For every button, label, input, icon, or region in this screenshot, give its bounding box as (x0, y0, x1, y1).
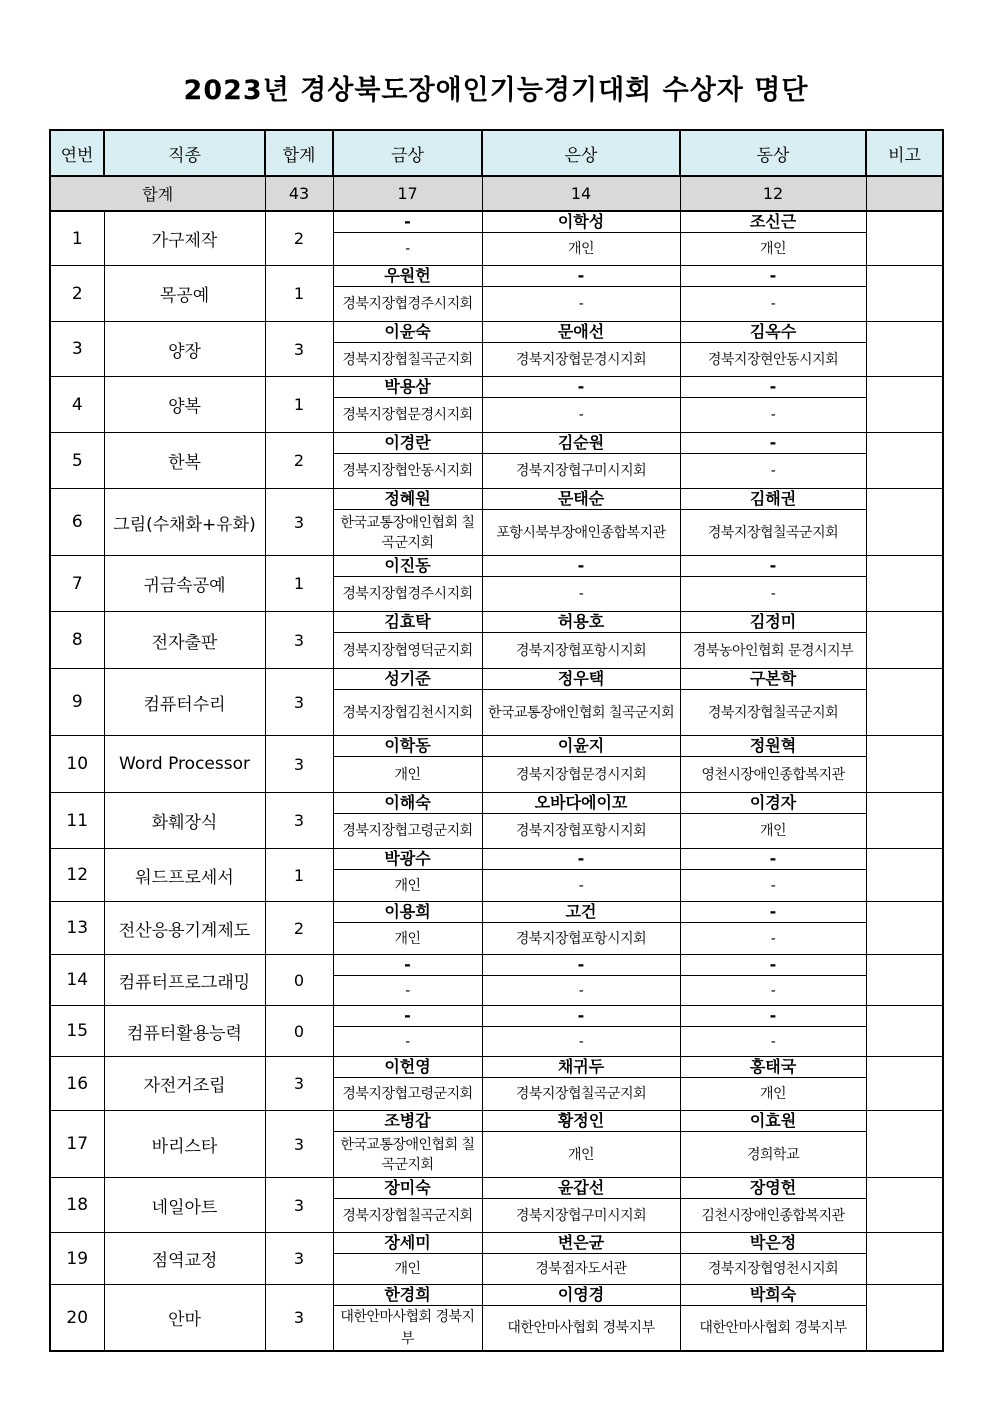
award-row (50, 1233, 943, 1254)
bronze-winner-name: 김해권 (680, 489, 866, 510)
row-note (866, 669, 943, 736)
gold-winner-name: 우원헌 (333, 266, 482, 287)
gold-winner-name: 이진동 (333, 556, 482, 577)
header-sum: 합계 (265, 130, 333, 176)
row-note (866, 1233, 943, 1285)
awardee-table (49, 129, 944, 1352)
bronze-winner-org: 개인 (680, 814, 866, 849)
bronze-winner-org: - (680, 923, 866, 955)
silver-winner-org: 개인 (482, 233, 680, 266)
row-note (866, 322, 943, 377)
silver-winner-org: 경북지장협구미시지회 (482, 1199, 680, 1233)
bronze-winner-name: 박은정 (680, 1233, 866, 1254)
bronze-winner-name: - (680, 433, 866, 454)
job-name: 자전거조립 (104, 1057, 265, 1111)
row-sum: 2 (265, 433, 333, 489)
bronze-winner-name: - (680, 266, 866, 287)
silver-winner-name: 문애선 (482, 322, 680, 343)
bronze-winner-name: - (680, 955, 866, 976)
silver-winner-name: - (482, 556, 680, 577)
row-note (866, 1285, 943, 1352)
row-number: 12 (50, 849, 104, 902)
bronze-winner-name: 조신근 (680, 211, 866, 233)
row-sum: 1 (265, 266, 333, 322)
award-row (50, 902, 943, 923)
row-sum: 0 (265, 1006, 333, 1057)
row-sum: 3 (265, 612, 333, 669)
job-name: 전산응용기계제도 (104, 902, 265, 955)
gold-winner-org: 경북지장협김천시지회 (333, 690, 482, 736)
bronze-winner-name: 이효원 (680, 1111, 866, 1132)
silver-winner-org: 경북지장협포항시지회 (482, 633, 680, 669)
gold-winner-org: 개인 (333, 923, 482, 955)
row-number: 11 (50, 793, 104, 849)
row-number: 7 (50, 556, 104, 612)
job-name: 그림(수채화+유화) (104, 489, 265, 556)
row-sum: 3 (265, 736, 333, 793)
bronze-winner-org: 경북지장현안동시지회 (680, 343, 866, 377)
row-sum: 3 (265, 489, 333, 556)
bronze-winner-org: 경북농아인협회 문경시지부 (680, 633, 866, 669)
silver-winner-org: - (482, 398, 680, 433)
award-row (50, 433, 943, 454)
bronze-winner-name: 정원혁 (680, 736, 866, 757)
silver-winner-name: 오바다에이꼬 (482, 793, 680, 814)
gold-winner-name: 이윤숙 (333, 322, 482, 343)
row-note (866, 211, 943, 266)
header-no: 연번 (50, 130, 104, 176)
award-row (50, 266, 943, 287)
total-gold: 17 (333, 176, 482, 211)
silver-winner-name: 김순원 (482, 433, 680, 454)
silver-winner-name: - (482, 266, 680, 287)
header-bronze: 동상 (680, 130, 866, 176)
row-sum: 1 (265, 556, 333, 612)
award-row (50, 377, 943, 398)
bronze-winner-name: 홍태국 (680, 1057, 866, 1078)
gold-winner-name: 이해숙 (333, 793, 482, 814)
gold-winner-org: 경북지장협문경시지회 (333, 398, 482, 433)
row-sum: 1 (265, 849, 333, 902)
row-sum: 3 (265, 1233, 333, 1285)
bronze-winner-org: 개인 (680, 233, 866, 266)
award-row (50, 211, 943, 233)
row-note (866, 1178, 943, 1233)
gold-winner-name: 김효탁 (333, 612, 482, 633)
gold-winner-org: 한국교통장애인협회 칠곡군지회 (333, 510, 482, 556)
row-number: 13 (50, 902, 104, 955)
row-number: 4 (50, 377, 104, 433)
bronze-winner-name: 구본학 (680, 669, 866, 690)
silver-winner-name: - (482, 377, 680, 398)
silver-winner-name: 문태순 (482, 489, 680, 510)
row-number: 18 (50, 1178, 104, 1233)
job-name: 양복 (104, 377, 265, 433)
gold-winner-org: 경북지장협경주시지회 (333, 287, 482, 322)
gold-winner-name: 정혜원 (333, 489, 482, 510)
job-name: 컴퓨터활용능력 (104, 1006, 265, 1057)
row-note (866, 1111, 943, 1178)
bronze-winner-org: 경북지장협칠곡군지회 (680, 690, 866, 736)
silver-winner-org: 경북지장협문경시지회 (482, 757, 680, 793)
total-bronze: 12 (680, 176, 866, 211)
gold-winner-org: 경북지장협칠곡군지회 (333, 1199, 482, 1233)
row-note (866, 433, 943, 489)
row-note (866, 556, 943, 612)
award-row (50, 955, 943, 976)
award-row (50, 1178, 943, 1199)
silver-winner-name: - (482, 849, 680, 870)
silver-winner-name: - (482, 955, 680, 976)
bronze-winner-org: 영천시장애인종합복지관 (680, 757, 866, 793)
job-name: 양장 (104, 322, 265, 377)
job-name: Word Processor (104, 736, 265, 793)
silver-winner-name: 허용호 (482, 612, 680, 633)
silver-winner-name: 이윤지 (482, 736, 680, 757)
row-sum: 3 (265, 1285, 333, 1352)
gold-winner-org: 대한안마사협회 경북지부 (333, 1306, 482, 1352)
bronze-winner-name: - (680, 902, 866, 923)
award-row (50, 489, 943, 510)
gold-winner-name: 성기준 (333, 669, 482, 690)
row-note (866, 736, 943, 793)
header-silver: 은상 (482, 130, 680, 176)
silver-winner-org: 개인 (482, 1132, 680, 1178)
gold-winner-org: 한국교통장애인협회 칠곡군지회 (333, 1132, 482, 1178)
gold-winner-name: 이헌영 (333, 1057, 482, 1078)
row-sum: 1 (265, 377, 333, 433)
bronze-winner-name: 이경자 (680, 793, 866, 814)
silver-winner-name: 윤갑선 (482, 1178, 680, 1199)
row-note (866, 266, 943, 322)
award-row (50, 322, 943, 343)
row-sum: 3 (265, 793, 333, 849)
gold-winner-name: 박용삼 (333, 377, 482, 398)
gold-winner-name: - (333, 211, 482, 233)
total-row (50, 176, 943, 211)
gold-winner-name: 조병갑 (333, 1111, 482, 1132)
row-note (866, 849, 943, 902)
bronze-winner-name: - (680, 556, 866, 577)
total-note (866, 176, 943, 211)
award-row (50, 793, 943, 814)
silver-winner-org: - (482, 976, 680, 1006)
row-number: 9 (50, 669, 104, 736)
row-number: 6 (50, 489, 104, 556)
silver-winner-name: 채귀두 (482, 1057, 680, 1078)
row-number: 19 (50, 1233, 104, 1285)
gold-winner-org: 개인 (333, 1254, 482, 1285)
silver-winner-org: 경북지장협포항시지회 (482, 814, 680, 849)
page-title: 2023년 경상북도장애인기능경기대회 수상자 명단 (183, 75, 809, 106)
bronze-winner-org: - (680, 398, 866, 433)
award-row (50, 1111, 943, 1132)
gold-winner-name: - (333, 1006, 482, 1027)
gold-winner-org: 경북지장협안동시지회 (333, 454, 482, 489)
header-row (50, 130, 943, 176)
gold-winner-org: 경북지장협고령군지회 (333, 1078, 482, 1111)
bronze-winner-org: 경북지장협칠곡군지회 (680, 510, 866, 556)
gold-winner-org: 경북지장협칠곡군지회 (333, 343, 482, 377)
row-note (866, 612, 943, 669)
row-note (866, 902, 943, 955)
silver-winner-name: 이학성 (482, 211, 680, 233)
job-name: 목공예 (104, 266, 265, 322)
job-name: 전자출판 (104, 612, 265, 669)
award-row (50, 736, 943, 757)
gold-winner-name: 장세미 (333, 1233, 482, 1254)
bronze-winner-org: - (680, 577, 866, 612)
gold-winner-org: - (333, 1027, 482, 1057)
bronze-winner-name: - (680, 1006, 866, 1027)
award-row (50, 1057, 943, 1078)
job-name: 컴퓨터수리 (104, 669, 265, 736)
bronze-winner-org: 개인 (680, 1078, 866, 1111)
silver-winner-org: 대한안마사협회 경북지부 (482, 1306, 680, 1352)
header-note: 비고 (866, 130, 943, 176)
gold-winner-name: 한경희 (333, 1285, 482, 1306)
bronze-winner-org: - (680, 287, 866, 322)
row-note (866, 377, 943, 433)
award-row (50, 1006, 943, 1027)
bronze-winner-org: - (680, 454, 866, 489)
silver-winner-org: 경북점자도서관 (482, 1254, 680, 1285)
row-number: 15 (50, 1006, 104, 1057)
row-number: 16 (50, 1057, 104, 1111)
row-number: 14 (50, 955, 104, 1006)
row-number: 20 (50, 1285, 104, 1352)
silver-winner-name: 변은균 (482, 1233, 680, 1254)
bronze-winner-name: 장영헌 (680, 1178, 866, 1199)
row-sum: 3 (265, 1111, 333, 1178)
bronze-winner-name: 김옥수 (680, 322, 866, 343)
job-name: 화훼장식 (104, 793, 265, 849)
award-row (50, 612, 943, 633)
silver-winner-org: - (482, 1027, 680, 1057)
bronze-winner-org: 경희학교 (680, 1132, 866, 1178)
row-note (866, 793, 943, 849)
silver-winner-org: 포항시북부장애인종합복지관 (482, 510, 680, 556)
bronze-winner-org: 대한안마사협회 경북지부 (680, 1306, 866, 1352)
silver-winner-org: 경북지장협칠곡군지회 (482, 1078, 680, 1111)
silver-winner-org: 경북지장협구미시지회 (482, 454, 680, 489)
gold-winner-name: - (333, 955, 482, 976)
gold-winner-org: - (333, 976, 482, 1006)
header-job: 직종 (104, 130, 265, 176)
silver-winner-name: 정우택 (482, 669, 680, 690)
job-name: 바리스타 (104, 1111, 265, 1178)
silver-winner-org: 경북지장협문경시지회 (482, 343, 680, 377)
row-note (866, 955, 943, 1006)
total-silver: 14 (482, 176, 680, 211)
bronze-winner-org: 경북지장협영천시지회 (680, 1254, 866, 1285)
total-label: 합계 (50, 176, 265, 211)
bronze-winner-org: 김천시장애인종합복지관 (680, 1199, 866, 1233)
silver-winner-name: 황정인 (482, 1111, 680, 1132)
row-number: 17 (50, 1111, 104, 1178)
row-sum: 0 (265, 955, 333, 1006)
row-number: 5 (50, 433, 104, 489)
job-name: 네일아트 (104, 1178, 265, 1233)
job-name: 워드프로세서 (104, 849, 265, 902)
row-note (866, 1006, 943, 1057)
bronze-winner-name: 김정미 (680, 612, 866, 633)
row-number: 8 (50, 612, 104, 669)
job-name: 점역교정 (104, 1233, 265, 1285)
gold-winner-name: 이경란 (333, 433, 482, 454)
silver-winner-name: 고건 (482, 902, 680, 923)
row-sum: 2 (265, 902, 333, 955)
row-number: 3 (50, 322, 104, 377)
row-number: 10 (50, 736, 104, 793)
bronze-winner-name: - (680, 377, 866, 398)
job-name: 컴퓨터프로그래밍 (104, 955, 265, 1006)
gold-winner-name: 장미숙 (333, 1178, 482, 1199)
row-note (866, 489, 943, 556)
silver-winner-org: - (482, 870, 680, 902)
bronze-winner-name: - (680, 849, 866, 870)
job-name: 한복 (104, 433, 265, 489)
row-sum: 2 (265, 211, 333, 266)
row-note (866, 1057, 943, 1111)
job-name: 귀금속공예 (104, 556, 265, 612)
job-name: 안마 (104, 1285, 265, 1352)
row-sum: 3 (265, 1178, 333, 1233)
row-number: 1 (50, 211, 104, 266)
gold-winner-name: 박광수 (333, 849, 482, 870)
silver-winner-org: 경북지장협포항시지회 (482, 923, 680, 955)
row-number: 2 (50, 266, 104, 322)
bronze-winner-name: 박희숙 (680, 1285, 866, 1306)
silver-winner-org: 한국교통장애인협회 칠곡군지회 (482, 690, 680, 736)
silver-winner-org: - (482, 287, 680, 322)
silver-winner-name: - (482, 1006, 680, 1027)
bronze-winner-org: - (680, 870, 866, 902)
award-row (50, 1285, 943, 1306)
bronze-winner-org: - (680, 976, 866, 1006)
row-sum: 3 (265, 669, 333, 736)
total-sum: 43 (265, 176, 333, 211)
row-sum: 3 (265, 322, 333, 377)
gold-winner-org: 개인 (333, 870, 482, 902)
award-row (50, 849, 943, 870)
silver-winner-name: 이영경 (482, 1285, 680, 1306)
award-row (50, 556, 943, 577)
gold-winner-org: 개인 (333, 757, 482, 793)
gold-winner-name: 이학동 (333, 736, 482, 757)
job-name: 가구제작 (104, 211, 265, 266)
row-sum: 3 (265, 1057, 333, 1111)
silver-winner-org: - (482, 577, 680, 612)
award-row (50, 669, 943, 690)
header-gold: 금상 (333, 130, 482, 176)
gold-winner-org: - (333, 233, 482, 266)
bronze-winner-org: - (680, 1027, 866, 1057)
gold-winner-org: 경북지장협고령군지회 (333, 814, 482, 849)
gold-winner-org: 경북지장협영덕군지회 (333, 633, 482, 669)
gold-winner-name: 이용희 (333, 902, 482, 923)
gold-winner-org: 경북지장협경주시지회 (333, 577, 482, 612)
